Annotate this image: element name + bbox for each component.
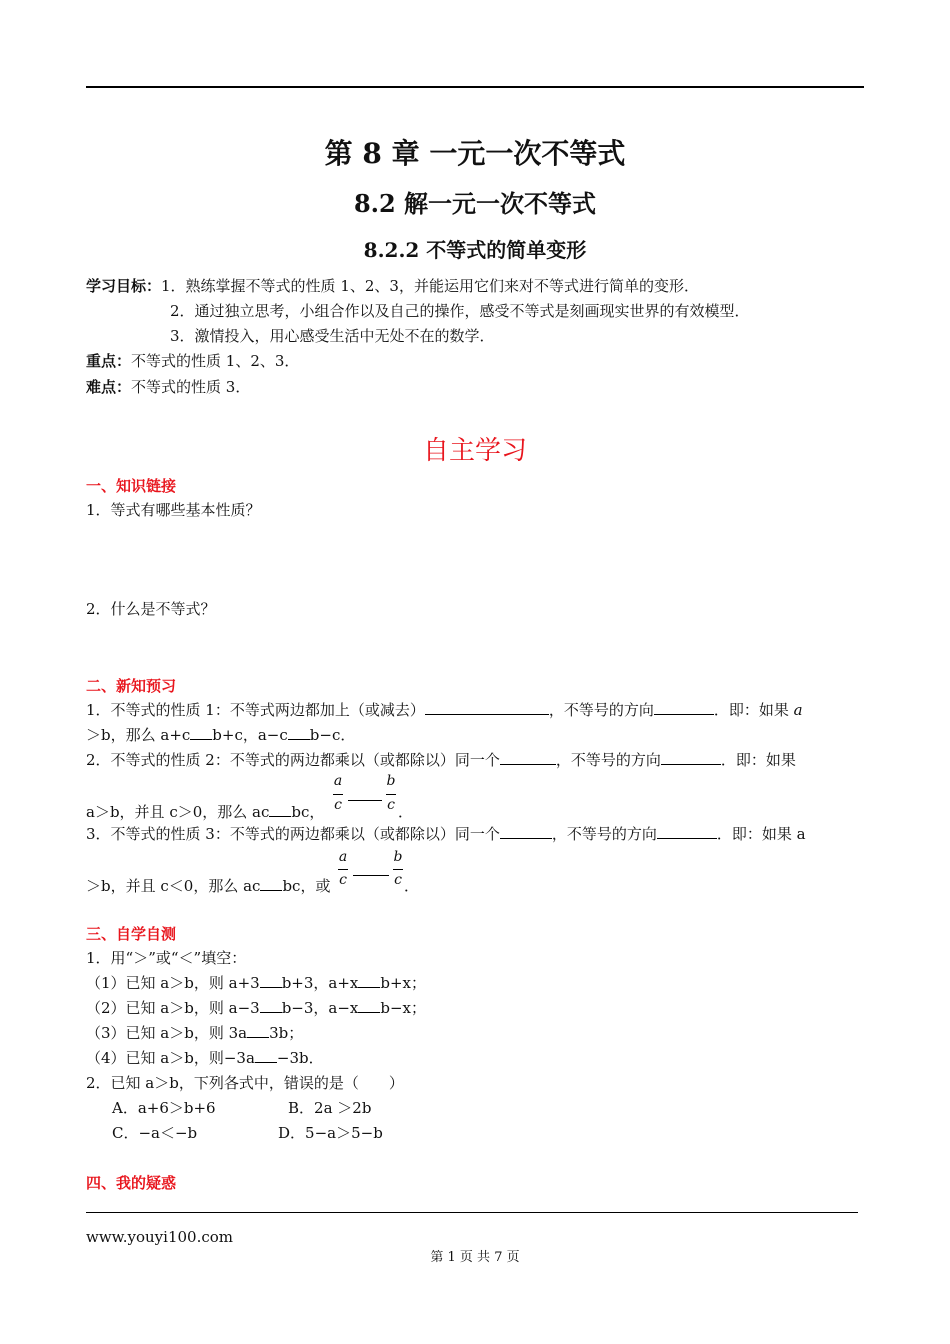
quiz-1-item-4: （4）已知 a＞b，则−3a −3b． [86,1049,324,1067]
answer-blank[interactable] [654,700,714,715]
goal-1: 1．熟练掌握不等式的性质 1、2、3，并能运用它们来对不等式进行简单的变形． [161,277,699,295]
property-3-line-1: 3．不等式的性质 3：不等式的两边都乘以（或都除以）同一个 ，不等号的方向 ．即：如果 a [86,825,806,843]
fraction-denominator: c [394,872,402,888]
quiz-1-item-3: （3）已知 a＞b，则 3a 3b； [86,1024,304,1042]
section-1-heading: 一、知识链接 [86,477,177,495]
subsection-title: 8.2.2 不等式的简单变形 [363,238,587,262]
answer-blank[interactable] [190,725,212,740]
property-1-line-1: 1．不等式的性质 1：不等式两边都加上（或减去） ，不等号的方向 ．即：如果 a [86,701,803,719]
fraction-numerator: a [333,773,343,789]
answer-blank[interactable] [288,725,310,740]
section-1-question-1: 1．等式有哪些基本性质？ [86,501,261,519]
footer-rule [86,1212,858,1213]
fraction-denominator: c [387,797,395,813]
header-rule [86,86,864,88]
fraction-bar [393,869,403,870]
answer-blank[interactable] [260,973,282,988]
property-1-line-2: ＞b，那么 a+c b+c，a−c b−c． [86,726,356,744]
key-label: 重点： [86,352,132,370]
section-4-heading: 四、我的疑惑 [86,1174,177,1192]
goal-3: 3．激情投入，用心感受生活中无处不在的数学． [170,327,495,345]
answer-blank[interactable] [247,1023,269,1038]
fraction-bar [333,794,343,795]
answer-blank[interactable] [260,998,282,1013]
section-1-question-2: 2．什么是不等式？ [86,600,216,618]
answer-blank[interactable] [269,802,291,817]
key-point [86,351,299,371]
fraction-numerator: b [393,849,403,865]
difficulty-point [86,377,250,397]
answer-blank[interactable] [358,998,380,1013]
fraction-bar [386,794,396,795]
footer-url[interactable]: www.youyi100.com [86,1228,233,1246]
property-2-line-1: 2．不等式的性质 2：不等式的两边都乘以（或都除以）同一个 ，不等号的方向 ．即：如果 [86,751,796,769]
quiz-1-intro: 1．用“＞”或“＜”填空： [86,949,247,967]
fraction-numerator: a [338,849,348,865]
key-text: 不等式的性质 1、2、3． [131,352,300,370]
option-d[interactable]: D．5−a＞5−b [278,1124,383,1142]
period: ． [404,877,420,895]
self-study-banner: 自主学习 [422,436,527,466]
fraction-bar [338,869,348,870]
answer-blank[interactable] [657,824,717,839]
difficulty-text: 不等式的性质 3． [131,378,251,396]
answer-blank[interactable] [358,973,380,988]
difficulty-label: 难点： [86,378,132,396]
section-title: 8.2 解一元一次不等式 [353,189,597,218]
goal-2: 2．通过独立思考，小组合作以及自己的操作，感受不等式是刻画现实世界的有效模型． [170,302,750,320]
answer-blank[interactable] [255,1048,277,1063]
fraction-numerator: b [386,773,396,789]
quiz-1-item-2: （2）已知 a＞b，则 a−3 b−3，a−x b−x； [86,999,427,1017]
section-3-heading: 三、自学自测 [86,925,177,943]
option-a[interactable]: A．a+6＞b+6 [112,1099,216,1117]
goal-line-1 [86,276,699,296]
answer-blank[interactable] [500,750,556,765]
property-3-line-2: ＞b，并且 c＜0，那么 ac bc，或 [86,877,331,895]
quiz-1-item-1: （1）已知 a＞b，则 a+3 b+3，a+x b+x； [86,974,427,992]
section-2-heading: 二、新知预习 [86,677,177,695]
property-2-line-2: a＞b，并且 c＞0，那么 ac bc， [86,803,325,821]
answer-blank[interactable] [661,750,721,765]
page-number: 第 1 页 共 7 页 [430,1250,520,1265]
option-c[interactable]: C．−a＜−b [112,1124,198,1142]
answer-blank[interactable] [500,824,552,839]
goals-label: 学习目标： [86,277,162,295]
answer-blank[interactable] [260,876,282,891]
answer-blank[interactable] [353,861,389,876]
period: ． [398,803,414,821]
fraction-denominator: c [334,797,342,813]
fraction-denominator: c [339,872,347,888]
answer-blank[interactable] [425,700,549,715]
option-b[interactable]: B．2a ＞2b [288,1099,372,1117]
answer-blank[interactable] [348,786,382,801]
chapter-title: 第 8 章 一元一次不等式 [324,137,626,170]
quiz-2-question: 2．已知 a＞b，下列各式中，错误的是（ ） [86,1074,404,1092]
